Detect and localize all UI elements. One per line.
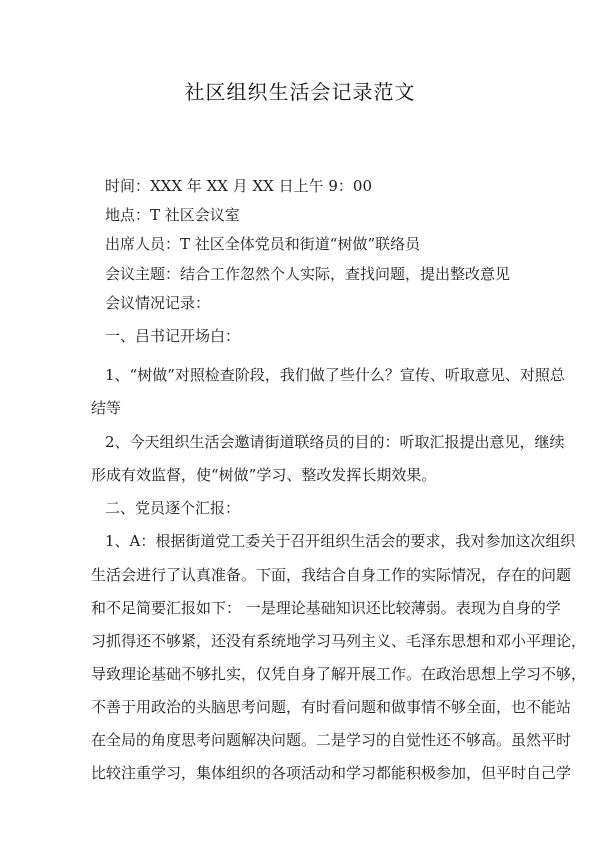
text-line: 结等 xyxy=(91,399,122,417)
text-line: 出席人员：T 社区全体党员和街道“树做”联络员 xyxy=(105,235,421,253)
text-line: 1、“树做”对照检查阶段，我们做了些什么？宣传、听取意见、对照总 xyxy=(105,366,565,384)
text-line: 会议情况记录： xyxy=(105,294,211,312)
text-line: 导致理论基础不够扎实，仅凭自身了解开展工作。在政治思想上学习不够， xyxy=(91,665,587,683)
text-line: 在全局的角度思考问题解决问题。二是学习的自觉性还不够高。虽然平时 xyxy=(91,731,572,749)
text-line: 会议主题：结合工作忽然个人实际，查找问题，提出整改意见 xyxy=(105,265,511,283)
text-line: 形成有效监督，使“树做”学习、整改发挥长期效果。 xyxy=(91,466,437,484)
text-line: 习抓得还不够紧，还没有系统地学习马列主义、毛泽东思想和邓小平理论， xyxy=(91,632,587,650)
text-line: 二、党员逐个汇报： xyxy=(105,499,241,517)
document-title: 社区组织生活会记录范文 xyxy=(184,80,416,104)
text-line: 2、今天组织生活会邀请街道联络员的目的：听取汇报提出意见，继续 xyxy=(105,433,565,451)
text-line: 比较注重学习，集体组织的各项活动和学习都能积极参加，但平时自己学 xyxy=(91,764,572,782)
text-line: 和不足简要汇报如下： 一是理论基础知识还比较薄弱。表现为自身的学 xyxy=(91,599,561,617)
text-line: 不善于用政治的头脑思考问题，有时看问题和做事情不够全面，也不能站 xyxy=(91,698,572,716)
text-line: 时间：XXX 年 XX 月 XX 日上午 9：00 xyxy=(105,177,372,195)
text-line: 地点：T 社区会议室 xyxy=(105,206,240,224)
text-line: 一、吕书记开场白： xyxy=(105,327,241,345)
text-line: 生活会进行了认真准备。下面，我结合自身工作的实际情况，存在的问题 xyxy=(91,566,572,584)
text-line: 1、A：根据街道党工委关于召开组织生活会的要求，我对参加这次组织 xyxy=(105,532,576,550)
